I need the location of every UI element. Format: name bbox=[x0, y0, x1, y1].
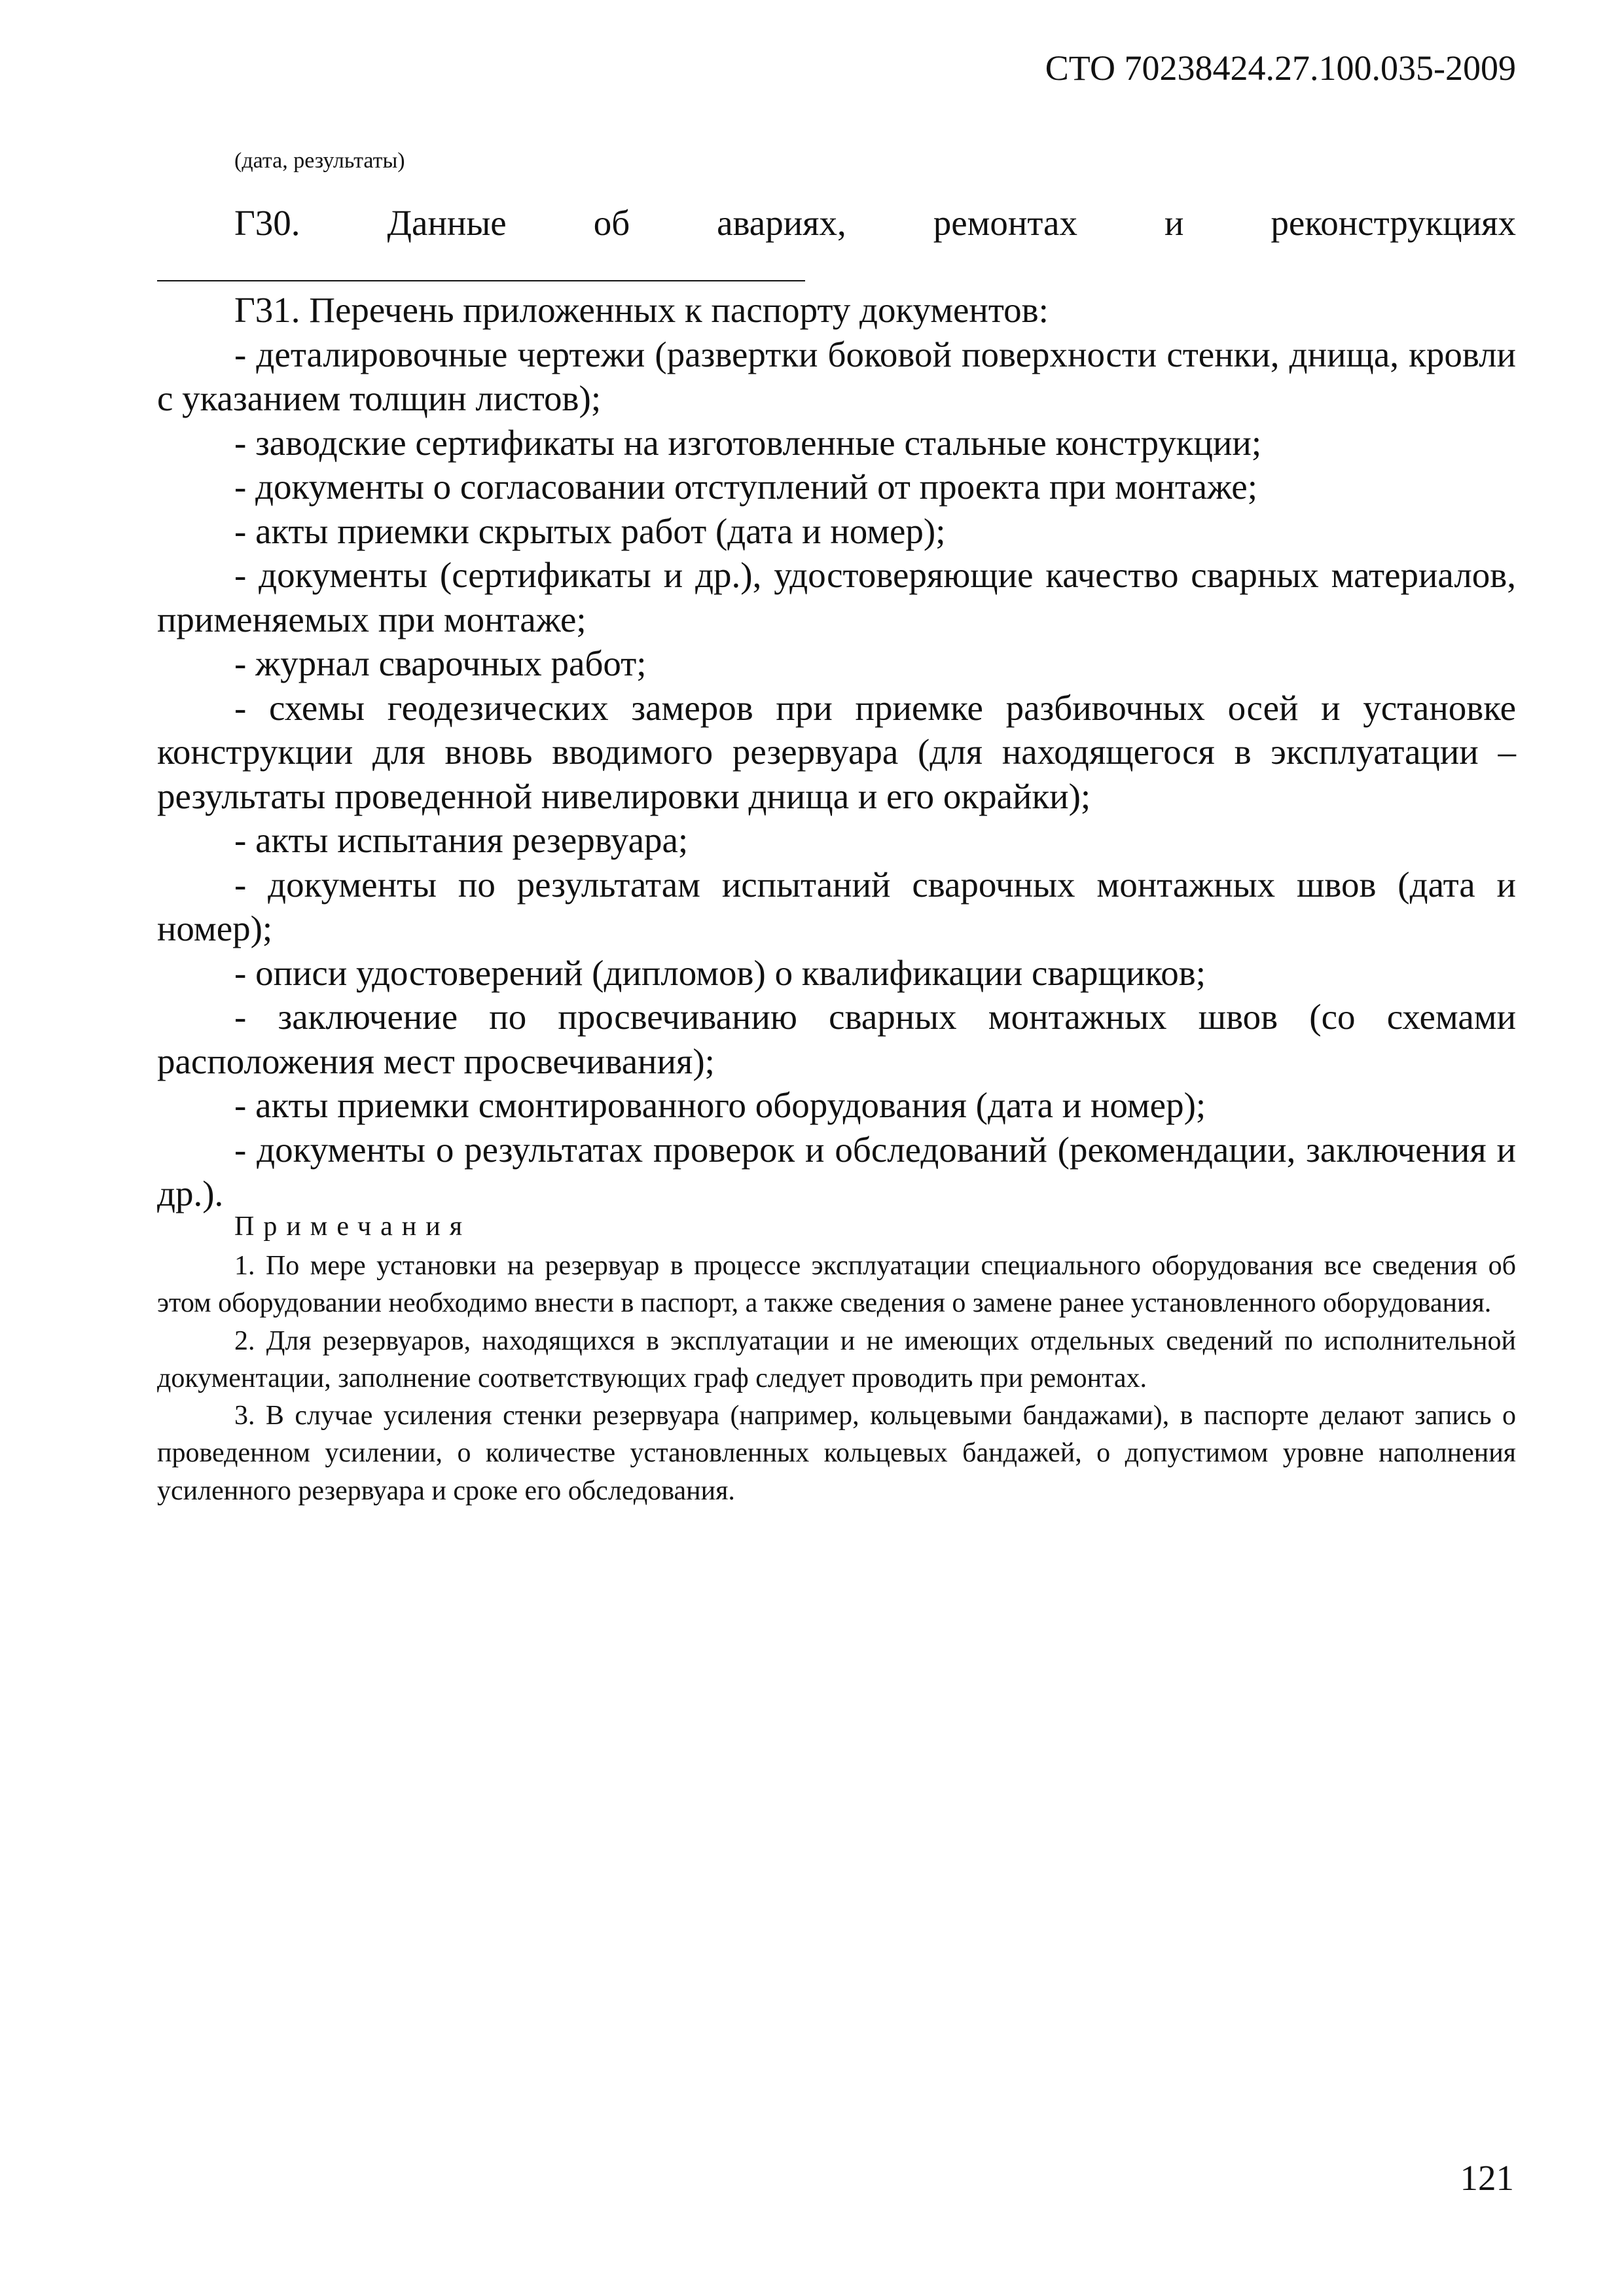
g30-word: ремонтах bbox=[933, 203, 1077, 243]
field-caption: (дата, результаты) bbox=[234, 149, 405, 173]
list-item: - документы о согласовании отступлений от проекта при монтаже; bbox=[234, 467, 1257, 507]
list-item: - документы (сертификаты и др.), удостоверяющие качество сварных материалов, применяемых при монтаже; bbox=[157, 555, 1516, 639]
page-number: 121 bbox=[1460, 2158, 1514, 2198]
g30-word: Г30. bbox=[234, 203, 300, 243]
g30-word: об bbox=[593, 203, 630, 243]
list-item: - деталировочные чертежи (развертки боковой поверхности стенки, днища, кровли с указанием толщин листов); bbox=[157, 334, 1516, 418]
list-item: - документы по результатам испытаний сварочных монтажных швов (дата и номер); bbox=[157, 864, 1516, 948]
list-item: - документы о результатах проверок и обследований (рекомендации, заключения и др.). bbox=[157, 1129, 1516, 1213]
list-item: - акты приемки скрытых работ (дата и номер); bbox=[234, 511, 946, 551]
list-item: - схемы геодезических замеров при приемке разбивочных осей и установке конструкции для вновь вводимого резервуара (для находящегося в эксплуатации – результаты проведенной нивелировки днища и его окрайки); bbox=[157, 687, 1516, 816]
notes-heading: Примечания bbox=[234, 1211, 472, 1242]
g30-word: Данные bbox=[387, 203, 507, 243]
list-item: - заключение по просвечиванию сварных монтажных швов (со схемами расположения мест просвечивания); bbox=[157, 997, 1516, 1081]
note-item: 1. По мере установки на резервуар в процессе эксплуатации специального оборудования все сведения об этом оборудовании необходимо внести в паспорт, а также сведения о замене ранее установленного оборудования. bbox=[157, 1251, 1516, 1319]
list-item: - заводские сертификаты на изготовленные стальные конструкции; bbox=[234, 422, 1262, 463]
section-g31 bbox=[157, 288, 1516, 1216]
list-item: - акты приемки смонтированного оборудования (дата и номер); bbox=[234, 1085, 1206, 1125]
g30-word: авариях, bbox=[717, 203, 846, 243]
list-item: - описи удостоверений (дипломов) о квалификации сварщиков; bbox=[234, 952, 1206, 993]
g31-title: Г31. Перечень приложенных к паспорту документов: bbox=[234, 290, 1049, 330]
document-code-header: СТО 70238424.27.100.035-2009 bbox=[1045, 48, 1516, 88]
notes-section bbox=[157, 1247, 1516, 1510]
list-item: - журнал сварочных работ; bbox=[234, 643, 647, 683]
note-item: 2. Для резервуаров, находящихся в эксплуатации и не имеющих отдельных сведений по исполнительной документации, заполнение соответствующих граф следует проводить при ремонтах. bbox=[157, 1325, 1516, 1393]
note-item: 3. В случае усиления стенки резервуара (например, кольцевыми бандажами), в паспорте делают запись о проведенном усилении, о количестве установленных кольцевых бандажей, о допустимом уровне наполнения усиленного резервуара и сроке его обследования. bbox=[157, 1401, 1516, 1506]
fill-in-line bbox=[157, 280, 805, 281]
list-item: - акты испытания резервуара; bbox=[234, 820, 689, 860]
section-g30 bbox=[234, 200, 1516, 247]
g30-word: реконструкциях bbox=[1271, 203, 1516, 243]
g30-word: и bbox=[1164, 203, 1184, 243]
